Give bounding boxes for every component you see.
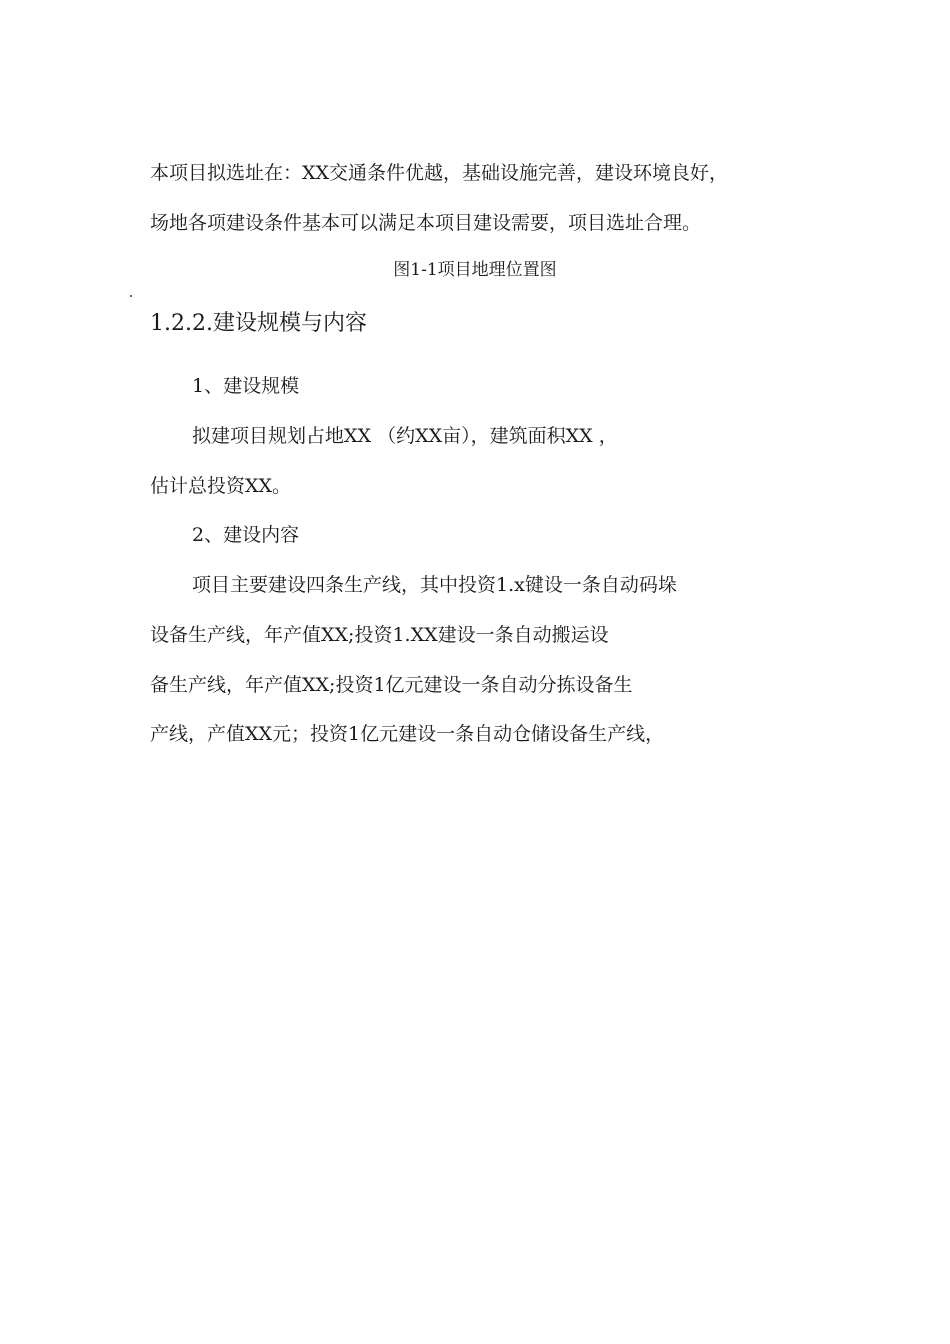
paragraph-line: 场地各项建设条件基本可以满足本项目建设需要，项目选址合理。 bbox=[150, 212, 702, 234]
paragraph-line: 产线，产值XX元；投资1亿元建设一条自动仓储设备生产线， bbox=[150, 723, 665, 745]
paragraph-line: 设备生产线，年产值XX;投资1.XX建设一条自动搬运设 bbox=[150, 624, 609, 646]
paragraph-line: 估计总投资XX。 bbox=[150, 475, 292, 497]
subsection-title: 2、建设内容 bbox=[192, 524, 300, 546]
stray-mark bbox=[130, 295, 132, 297]
section-heading: 1.2.2.建设规模与内容 bbox=[150, 311, 367, 336]
paragraph-line: 项目主要建设四条生产线，其中投资1.x键设一条自动码垛 bbox=[192, 574, 677, 596]
paragraph-line: 备生产线，年产值XX;投资1亿元建设一条自动分拣设备生 bbox=[150, 674, 633, 696]
paragraph-line: 拟建项目规划占地XX （约XX亩），建筑面积XX ， bbox=[192, 425, 618, 447]
figure-caption: 图1-1项目地理位置图 bbox=[393, 260, 557, 280]
subsection-title: 1、建设规模 bbox=[192, 375, 300, 397]
paragraph-line: 本项目拟选址在：XX交通条件优越，基础设施完善，建设环境良好， bbox=[150, 162, 729, 184]
